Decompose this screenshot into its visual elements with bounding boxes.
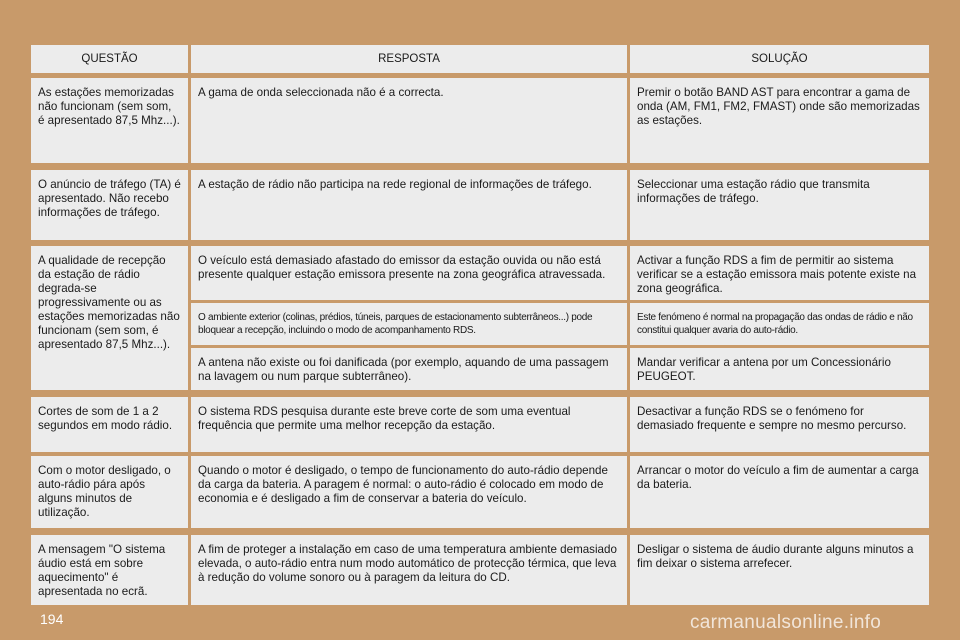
answer-cell: A antena não existe ou foi danificada (por exemplo, aquando de uma passagem na lavagem ou num parque subterrâneo). bbox=[191, 348, 627, 390]
question-cell: O anúncio de tráfego (TA) é apresentado. Não recebo informações de tráfego. bbox=[31, 170, 188, 240]
solution-cell bbox=[630, 303, 929, 345]
answer-cell: Quando o motor é desligado, o tempo de funcionamento do auto-rádio depende da carga da bateria. A paragem é normal: o auto-rádio é colocado em modo de economia e é desligado a fim de conservar a bateria do veículo. bbox=[191, 456, 627, 528]
question-cell: Cortes de som de 1 a 2 segundos em modo rádio. bbox=[31, 397, 188, 452]
question-cell: Com o motor desligado, o auto-rádio pára após alguns minutos de utilização. bbox=[31, 456, 188, 528]
page-number: 194 bbox=[40, 611, 64, 627]
answer-cell bbox=[191, 303, 627, 345]
solution-cell: Desactivar a função RDS se o fenómeno for demasiado frequente e sempre no mesmo percurso. bbox=[630, 397, 929, 452]
solution-cell: Arrancar o motor do veículo a fim de aumentar a carga da bateria. bbox=[630, 456, 929, 528]
header-solution: SOLUÇÃO bbox=[630, 45, 929, 73]
answer-cell: A gama de onda seleccionada não é a correcta. bbox=[191, 78, 627, 163]
solution-cell: Activar a função RDS a fim de permitir ao sistema verificar se a estação emissora mais potente existe na zona geográfica. bbox=[630, 246, 929, 300]
watermark: carmanualsonline.info bbox=[690, 612, 882, 633]
header-answer: RESPOSTA bbox=[191, 45, 627, 73]
solution-cell: Mandar verificar a antena por um Concessionário PEUGEOT. bbox=[630, 348, 929, 390]
question-cell: As estações memorizadas não funcionam (sem som, é apresentado 87,5 Mhz...). bbox=[31, 78, 188, 163]
answer-line-1: O ambiente exterior (colinas, prédios, túneis, parques de estacionamento subterrâneos...) pode bloquear a recepção, incluindo o modo de acompanhamento RDS. bbox=[198, 312, 593, 336]
solution-cell: Seleccionar uma estação rádio que transmita informações de tráfego. bbox=[630, 170, 929, 240]
solution-cell: Desligar o sistema de áudio durante alguns minutos a fim deixar o sistema arrefecer. bbox=[630, 535, 929, 605]
answer-cell: A fim de proteger a instalação em caso de uma temperatura ambiente demasiado elevada, o auto-rádio entra num modo automático de protecção térmica, que leva à redução do volume sonoro ou à paragem da leitura do CD. bbox=[191, 535, 627, 605]
answer-cell: A estação de rádio não participa na rede regional de informações de tráfego. bbox=[191, 170, 627, 240]
answer-cell: O sistema RDS pesquisa durante este breve corte de som uma eventual frequência que permite uma melhor recepção da estação. bbox=[191, 397, 627, 452]
question-cell: A mensagem "O sistema áudio está em sobre aquecimento" é apresentada no ecrã. bbox=[31, 535, 188, 605]
answer-cell: O veículo está demasiado afastado do emissor da estação ouvida ou não está presente qualquer estação emissora presente na zona geográfica atravessada. bbox=[191, 246, 627, 300]
question-cell: A qualidade de recepção da estação de rádio degrada-se progressivamente ou as estações memorizadas não funcionam (sem som, é apresentado 87,5 Mhz...). bbox=[31, 246, 188, 390]
solution-cell: Premir o botão BAND AST para encontrar a gama de onda (AM, FM1, FM2, FMAST) onde são memorizadas as estações. bbox=[630, 78, 929, 163]
header-question: QUESTÃO bbox=[31, 45, 188, 73]
solution-line-1: Este fenómeno é normal na propagação das ondas de rádio e não constitui qualquer avaria do auto-rádio. bbox=[637, 312, 913, 336]
